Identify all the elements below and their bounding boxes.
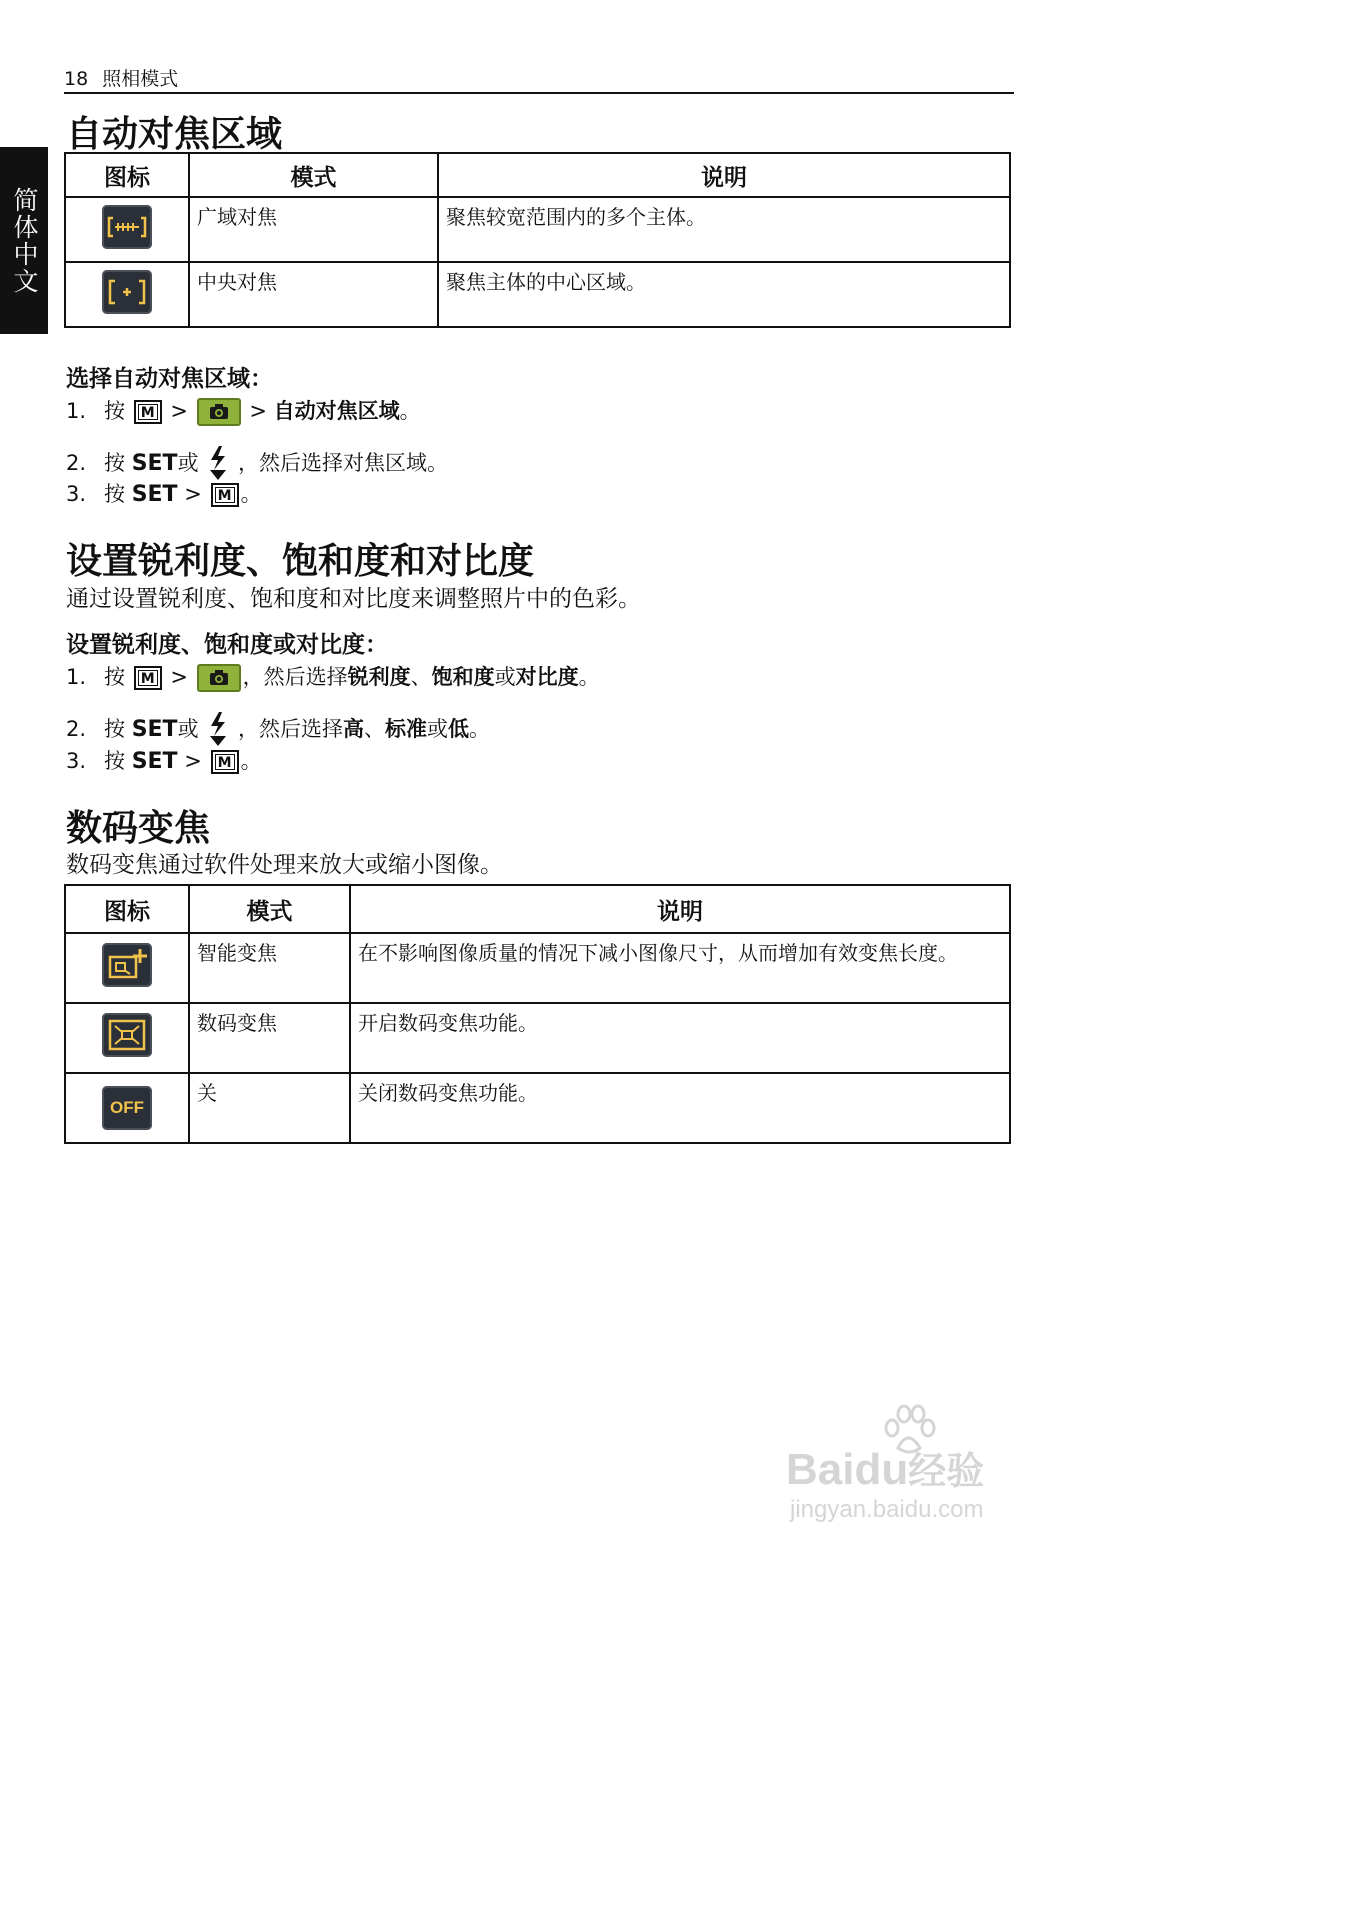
digital-zoom-intro: 数码变焦通过软件处理来放大或缩小图像。 bbox=[66, 852, 503, 878]
center-af-icon bbox=[102, 270, 152, 314]
table-row bbox=[65, 197, 1010, 262]
menu-key-icon: M bbox=[211, 483, 239, 507]
menu-key-icon: M bbox=[211, 750, 239, 774]
mode-cell: 数码变焦 bbox=[189, 1003, 350, 1073]
smart-zoom-icon bbox=[102, 943, 152, 987]
table-row bbox=[65, 262, 1010, 327]
sharpness-intro: 通过设置锐利度、饱和度和对比度来调整照片中的色彩。 bbox=[66, 586, 641, 612]
camera-menu-icon bbox=[197, 664, 241, 692]
desc-cell: 在不影响图像质量的情况下减小图像尺寸，从而增加有效变焦长度。 bbox=[350, 933, 1010, 1003]
col-header-icon: 图标 bbox=[65, 885, 189, 933]
digital-zoom-table bbox=[64, 884, 1011, 1144]
af-step-2: 2. 按 SET或 ，然后选择对焦区域。 bbox=[66, 446, 448, 482]
off-icon: OFF bbox=[102, 1086, 152, 1130]
page-number: 18 bbox=[64, 68, 89, 90]
col-header-mode: 模式 bbox=[189, 885, 350, 933]
sharpness-title: 设置锐利度、饱和度和对比度 bbox=[66, 541, 535, 582]
header-rule bbox=[64, 92, 1014, 94]
table-header-row bbox=[65, 885, 1010, 933]
af-step-3: 3. 按 SET > M 。 bbox=[66, 482, 262, 507]
mode-cell: 广域对焦 bbox=[189, 197, 438, 262]
watermark-suffix: 经验 bbox=[908, 1451, 985, 1493]
desc-cell: 开启数码变焦功能。 bbox=[350, 1003, 1010, 1073]
set-key-label: SET bbox=[131, 717, 178, 742]
digital-zoom-title: 数码变焦 bbox=[66, 808, 211, 849]
watermark-brand2: du bbox=[854, 1445, 909, 1494]
desc-cell: 聚焦较宽范围内的多个主体。 bbox=[438, 197, 1010, 262]
set-key-label: SET bbox=[131, 749, 178, 774]
af-area-howto-title: 选择自动对焦区域： bbox=[66, 366, 273, 392]
watermark-brand: Bai bbox=[786, 1445, 855, 1494]
table-row bbox=[65, 933, 1010, 1003]
sharp-step-3: 3. 按 SET > M 。 bbox=[66, 749, 262, 774]
desc-cell: 关闭数码变焦功能。 bbox=[350, 1073, 1010, 1143]
flash-down-icon bbox=[207, 712, 229, 748]
col-header-desc: 说明 bbox=[350, 885, 1010, 933]
sharp-step-1: 1. 按 M > ，然后选择锐利度、饱和度或对比度。 bbox=[66, 662, 600, 692]
af-area-table bbox=[64, 152, 1011, 328]
desc-cell: 聚焦主体的中心区域。 bbox=[438, 262, 1010, 327]
baidu-watermark bbox=[780, 1400, 1080, 1540]
menu-key-icon: M bbox=[134, 666, 162, 690]
wide-af-icon bbox=[102, 205, 152, 249]
table-row bbox=[65, 1003, 1010, 1073]
flash-down-icon bbox=[207, 446, 229, 482]
table-row bbox=[65, 1073, 1010, 1143]
camera-menu-icon bbox=[197, 398, 241, 426]
mode-cell: 关 bbox=[189, 1073, 350, 1143]
col-header-desc: 说明 bbox=[438, 153, 1010, 197]
col-header-mode: 模式 bbox=[189, 153, 438, 197]
header-section: 照相模式 bbox=[102, 68, 179, 90]
menu-key-icon: M bbox=[134, 400, 162, 424]
table-header-row bbox=[65, 153, 1010, 197]
set-key-label: SET bbox=[131, 482, 178, 507]
mode-cell: 智能变焦 bbox=[189, 933, 350, 1003]
page-header bbox=[64, 64, 178, 91]
digital-zoom-icon bbox=[102, 1013, 152, 1057]
sharp-step-2: 2. 按 SET或 ，然后选择高、标准或低。 bbox=[66, 712, 490, 748]
mode-cell: 中央对焦 bbox=[189, 262, 438, 327]
af-step-1: 1. 按 M > > 自动对焦区域。 bbox=[66, 396, 421, 426]
set-key-label: SET bbox=[131, 451, 178, 476]
language-tab: 简体中文 bbox=[0, 147, 48, 334]
sharpness-howto-title: 设置锐利度、饱和度或对比度： bbox=[66, 632, 388, 658]
watermark-url: jingyan.baidu.com bbox=[790, 1496, 984, 1523]
af-area-title: 自动对焦区域 bbox=[66, 114, 283, 155]
col-header-icon: 图标 bbox=[65, 153, 189, 197]
